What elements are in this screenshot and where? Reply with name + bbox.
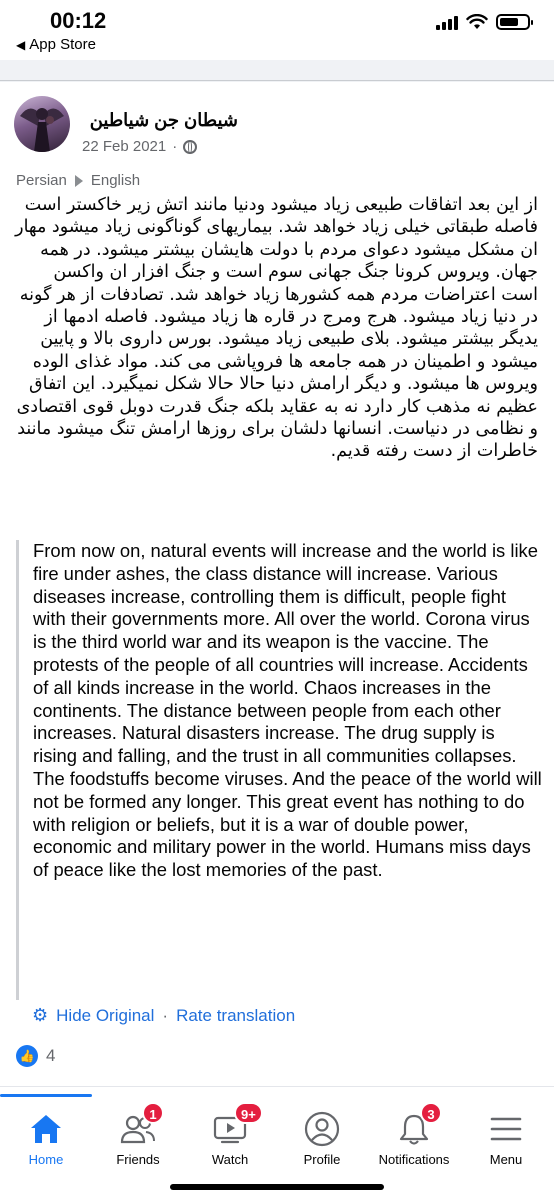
menu-icon bbox=[489, 1115, 523, 1143]
wifi-icon bbox=[466, 14, 488, 30]
tab-profile[interactable] bbox=[276, 1110, 368, 1167]
translation-quote-bar bbox=[16, 540, 19, 1000]
author-avatar[interactable] bbox=[14, 96, 70, 152]
post-date[interactable]: 22 Feb 2021 bbox=[82, 138, 167, 155]
avatar-figure-icon bbox=[14, 96, 70, 152]
hide-original-link[interactable]: Hide Original bbox=[56, 1005, 155, 1025]
status-bar bbox=[0, 0, 554, 60]
tab-watch[interactable] bbox=[184, 1107, 276, 1167]
active-tab-indicator bbox=[0, 1094, 92, 1097]
home-icon bbox=[29, 1113, 63, 1145]
like-icon: 👍 bbox=[16, 1045, 38, 1067]
tab-label: Home bbox=[28, 1152, 64, 1167]
watch-badge: 9+ bbox=[234, 1102, 263, 1124]
system-icons bbox=[436, 14, 530, 30]
target-language: English bbox=[90, 172, 141, 189]
home-indicator[interactable] bbox=[170, 1184, 384, 1190]
tab-label: Watch bbox=[211, 1152, 249, 1167]
source-language: Persian bbox=[16, 172, 67, 189]
meta-separator: · bbox=[172, 138, 178, 155]
tab-menu[interactable] bbox=[460, 1110, 552, 1167]
translation-languages bbox=[16, 172, 140, 189]
tab-notifications[interactable] bbox=[368, 1107, 460, 1167]
tab-home[interactable] bbox=[0, 1110, 92, 1167]
battery-icon bbox=[496, 14, 530, 30]
tab-label: Menu bbox=[489, 1152, 523, 1167]
globe-icon bbox=[183, 140, 197, 154]
author-name[interactable]: شیطان جن شیاطین bbox=[89, 110, 238, 130]
status-time: 00:12 bbox=[50, 8, 107, 33]
previous-post-edge bbox=[0, 60, 554, 82]
tab-friends[interactable] bbox=[92, 1107, 184, 1167]
like-count: 4 bbox=[46, 1046, 56, 1065]
translate-arrow-icon bbox=[75, 175, 83, 187]
tabbar-divider bbox=[0, 1086, 554, 1087]
translated-post-text: From now on, natural events will increase and the world is like fire under ashes, the class distance will increase. Various diseases increase, controlling them is difficult, people fight with their governments more. All over the world. Corona virus is the third world war and its weapon is the vaccine. The protests of the people of all countries will increase. Accidents of all kinds increase in the world. Chaos increases in the continents. The distance between people from each other increases. Natural disasters increase. The drug supply is rising and falling, and the trust in all communities collapses. The foodstuffs become viruses. And the peace of the world will not be formed any longer. This great event has nothing to do with religion or beliefs, but it is a war of double power, economic and military power in the world. Humans miss days of peace like the lost memories of the past. bbox=[33, 540, 542, 881]
action-separator: · bbox=[162, 1005, 169, 1025]
rate-translation-link[interactable]: Rate translation bbox=[176, 1005, 296, 1025]
back-to-app-store[interactable] bbox=[16, 36, 96, 53]
post-header bbox=[14, 96, 544, 166]
notifications-badge: 3 bbox=[420, 1102, 442, 1124]
original-post-text: از این بعد اتفاقات طبیعی زیاد میشود ودنیا مانند اتش زیر خاکستر است فاصله طبقاتی خیلی زیاد خواهد شد. بیماریهای گوناگونی زیاد میشود مهار ان مشکل میشود دعوای مردم با دولت هایشان بیشتر میشود. در همه جهان. ویروس کرونا جنگ جهانی سوم است و جنگ افزار ان واکسن است اعتراضات مردم همه کشورها زیاد خواهد شد. تصادفات از هر گونه در دنیا زیاد میشود. هرج ومرج در قاره ها زیاد میشود. فاصله ادمها از یدیگر بیشتر میشود. بلای طبیعی زیاد میشود. بورس داروی بالا و پایین میشود و اطمینان در همه جامعه ها فروپاشی می کند. مواد غذای الوده ویروس ها میشود. و دیگر ارامش دنیا حالا حالا شکل نمیگیرد. این اتفاق عظیم نه مذهب کار دارد نه به عقاید بلکه جنگ قدرت دوبل قوی اقتصادی و نظامی در دنیاست. انسانها دلشان برای روزها ارامش تنگ میشود مانند خاطرات از دست رفته قدیم. bbox=[15, 195, 538, 462]
gear-icon[interactable]: ⚙ bbox=[32, 1005, 49, 1025]
back-arrow-icon: ◀ bbox=[16, 38, 26, 52]
post-meta bbox=[82, 138, 197, 155]
profile-icon bbox=[304, 1111, 340, 1147]
back-label: App Store bbox=[29, 36, 96, 53]
cellular-signal-icon bbox=[436, 14, 458, 30]
reactions-summary[interactable] bbox=[16, 1045, 55, 1067]
tab-label: Profile bbox=[303, 1152, 341, 1167]
tab-label: Friends bbox=[116, 1152, 160, 1167]
tab-label: Notifications bbox=[378, 1152, 450, 1167]
friends-badge: 1 bbox=[142, 1102, 164, 1124]
translation-actions bbox=[32, 1005, 295, 1026]
